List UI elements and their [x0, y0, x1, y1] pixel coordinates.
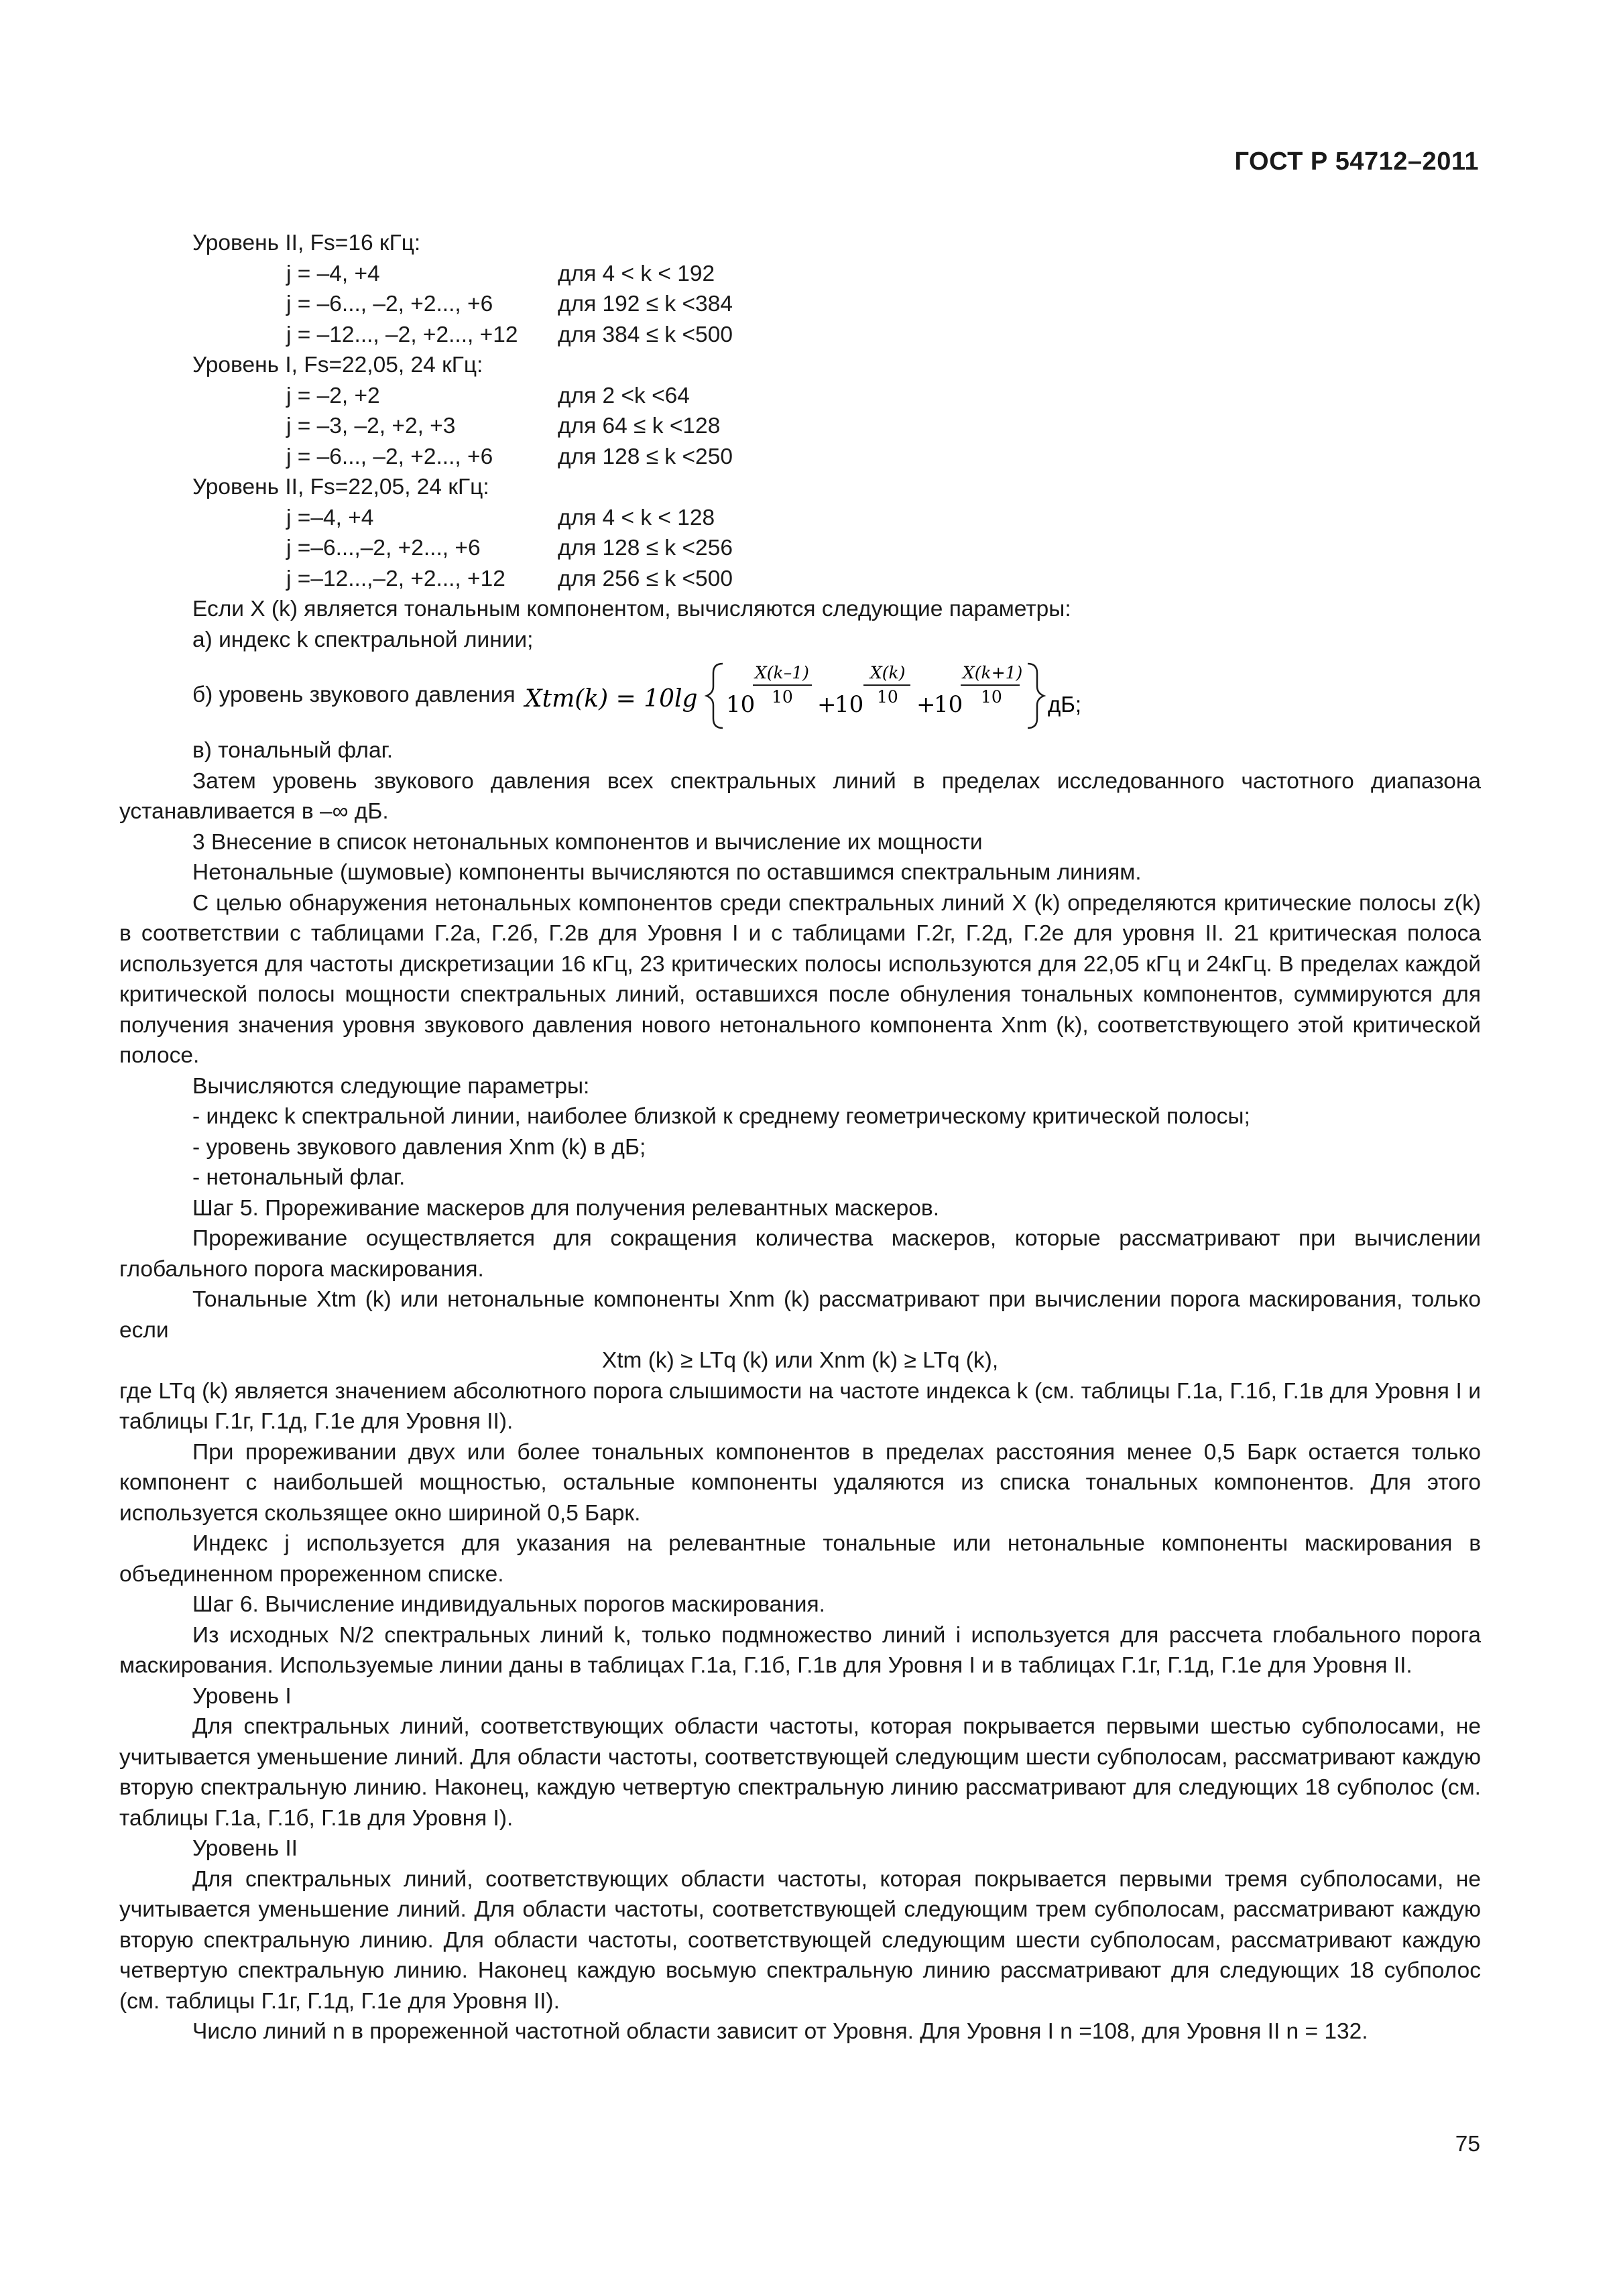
subheading: Уровень I — [192, 1683, 292, 1709]
level-title: Уровень II, Fs=16 кГц: — [192, 231, 421, 255]
paragraph: Прореживание осуществляется для сокращения количества маскеров, которые рассматривают при вычислении глобального порога маскирования. — [119, 1226, 1481, 1282]
sound-pressure-formula — [518, 658, 1081, 732]
level-title: Уровень II, Fs=22,05, 24 кГц: — [192, 475, 489, 499]
step-heading: Шаг 6. Вычисление индивидуальных порогов маскирования. — [192, 1592, 825, 1617]
j-range: j =–6...,–2, +2..., +6 — [286, 536, 481, 560]
item-a: а) индекс k спектральной линии; — [192, 627, 534, 652]
term3-base: 10 — [933, 691, 963, 718]
term2-exponent-numerator: X(k) — [869, 663, 906, 682]
j-range: j = –4, +4 — [286, 261, 380, 286]
plus-sign: + — [916, 691, 936, 718]
j-range: j =–4, +4 — [286, 505, 374, 530]
paragraph: Из исходных N/2 спектральных линий k, только подмножество линий i используется для рассчета глобального порога маскирования. Используемые линии даны в таблицах Г.1а, Г.1б, Г.1в для Уровня I и в таблицах Г.1г, Г.1д, Г.1е для Уровня II. — [119, 1622, 1481, 1678]
k-range: для 192 ≤ k <384 — [558, 292, 733, 316]
level-row — [119, 320, 1481, 351]
paragraph: Индекс j используется для указания на релевантные тональные или нетональные компоненты маскирования в объединенном прореженном списке. — [119, 1531, 1481, 1587]
subheading: Уровень II — [192, 1836, 298, 1861]
formula-unit: дБ; — [1047, 692, 1081, 717]
paragraph: Нетональные (шумовые) компоненты вычисляются по оставшимся спектральным линиям. — [192, 860, 1142, 885]
level-row — [119, 381, 1481, 412]
document-header: ГОСТ Р 54712–2011 — [1234, 147, 1479, 176]
k-range: для 4 < k < 192 — [558, 261, 715, 286]
term3-exponent-denominator: 10 — [980, 687, 1002, 707]
level-row — [119, 289, 1481, 320]
term1-exponent-numerator: X(k–1) — [754, 663, 809, 682]
j-range: j =–12...,–2, +2..., +12 — [286, 566, 505, 591]
paragraph: Тональные Xtm (k) или нетональные компоненты Xnm (k) рассматривают при вычислении порога маскирования, только если — [119, 1287, 1481, 1343]
k-range: для 2 <k <64 — [558, 383, 690, 408]
j-range: j = –6..., –2, +2..., +6 — [286, 292, 493, 316]
section-heading: 3 Внесение в список нетональных компонентов и вычисление их мощности — [192, 829, 983, 855]
item-b-label: б) уровень звукового давления — [192, 682, 516, 708]
term2-exponent-denominator: 10 — [876, 687, 898, 707]
k-range: для 128 ≤ k <256 — [558, 536, 733, 560]
paragraph: Для спектральных линий, соответствующих области частоты, которая покрывается первыми шестью субполосами, не учитывается уменьшение линий. Для области частоты, соответствующей следующим шести субполосам, рассматривают каждую вторую спектральную линию. Наконец, каждую четвертую спектральную линию рассматривают для следующих 18 субполос (см. таблицы Г.1а, Г.1б, Г.1в для Уровня I). — [119, 1714, 1481, 1831]
paragraph: С целью обнаружения нетональных компонентов среди спектральных линий X (k) определяются критические полосы z(k) в соответствии с таблицами Г.2а, Г.2б, Г.2в для Уровня I и с таблицами Г.2г, Г.2д, Г.2е для уровня II. 21 критическая полоса используется для частоты дискретизации 16 кГц, 23 критических полосы используются для 22,05 кГц и 24кГц. В пределах каждой критической полосы мощности спектральных линий, оставшихся после обнуления тональных компонентов, суммируются для получения значения уровня звукового давления нового нетонального компонента Xnm (k), соответствующего этой критической полосе. — [119, 890, 1481, 1068]
paragraph: При прореживании двух или более тональных компонентов в пределах расстояния менее 0,5 Барк остается только компонент с наибольшей мощностью, остальные компоненты удаляются из списка тональных компонентов. Для этого используется скользящее окно шириной 0,5 Барк. — [119, 1439, 1481, 1526]
paragraph: Вычисляются следующие параметры: — [192, 1073, 590, 1099]
k-range: для 384 ≤ k <500 — [558, 322, 733, 347]
paragraph: где LTq (k) является значением абсолютного порога слышимости на частоте индекса k (см. таблицы Г.1а, Г.1б, Г.1в для Уровня I и таблицы Г.1г, Г.1д, Г.1е для Уровня II). — [119, 1378, 1481, 1434]
paragraph: Для спектральных линий, соответствующих области частоты, которая покрывается первыми тремя субполосами, не учитывается уменьшение линий. Для области частоты, соответствующей следующим трем субполосам, рассматривают каждую вторую спектральную линию. Для области частоты, соответствующей следующим шести субполосам, рассматривают каждую четвертую спектральную линию. Наконец каждую восьмую спектральную линию рассматривают для следующих 18 субполос (см. таблицы Г.1г, Г.1д, Г.1е для Уровня II). — [119, 1866, 1481, 2014]
right-brace-icon — [1028, 664, 1044, 728]
tonal-intro: Если X (k) является тональным компонентом, вычисляются следующие параметры: — [192, 597, 1071, 621]
term2-base: 10 — [834, 691, 863, 718]
level-title: Уровень I, Fs=22,05, 24 кГц: — [192, 353, 483, 377]
page-content — [119, 228, 1481, 2047]
level-row — [119, 533, 1481, 564]
k-range: для 64 ≤ k <128 — [558, 414, 721, 438]
list-item: - индекс k спектральной линии, наиболее близкой к среднему геометрическому критической полосы; — [192, 1104, 1250, 1129]
j-range: j = –6..., –2, +2..., +6 — [286, 444, 493, 469]
k-range: для 128 ≤ k <250 — [558, 444, 733, 469]
level-row — [119, 259, 1481, 290]
j-range: j = –3, –2, +2, +3 — [286, 414, 456, 438]
term3-exponent-numerator: X(k+1) — [962, 663, 1022, 682]
formula-lhs: Xtm(k) = 10lg — [524, 685, 698, 713]
level-row — [119, 503, 1481, 534]
term1-exponent-denominator: 10 — [771, 687, 793, 707]
level-row — [119, 411, 1481, 442]
j-range: j = –12..., –2, +2..., +12 — [286, 322, 518, 347]
list-item: - нетональный флаг. — [192, 1165, 406, 1190]
paragraph: Затем уровень звукового давления всех спектральных линий в пределах исследованного частотного диапазона устанавливается в –∞ дБ. — [119, 768, 1481, 824]
k-range: для 4 < k < 128 — [558, 505, 715, 530]
formula-line — [119, 655, 1481, 735]
term1-base: 10 — [725, 691, 755, 718]
item-v: в) тональный флаг. — [192, 738, 394, 763]
step-heading: Шаг 5. Прореживание маскеров для получения релевантных маскеров. — [192, 1195, 940, 1221]
level-row — [119, 564, 1481, 595]
j-range: j = –2, +2 — [286, 383, 380, 408]
plus-sign: + — [817, 691, 837, 718]
inequality-formula: Xtm (k) ≥ LTq (k) или Xnm (k) ≥ LTq (k), — [601, 1348, 999, 1373]
page-number: 75 — [1455, 2132, 1480, 2157]
k-range: для 256 ≤ k <500 — [558, 566, 733, 591]
list-item: - уровень звукового давления Xnm (k) в дБ; — [192, 1134, 646, 1160]
left-brace-icon — [707, 664, 723, 728]
paragraph: Число линий n в прореженной частотной области зависит от Уровня. Для Уровня I n =108, для Уровня II n = 132. — [192, 2019, 1368, 2044]
level-row — [119, 442, 1481, 473]
